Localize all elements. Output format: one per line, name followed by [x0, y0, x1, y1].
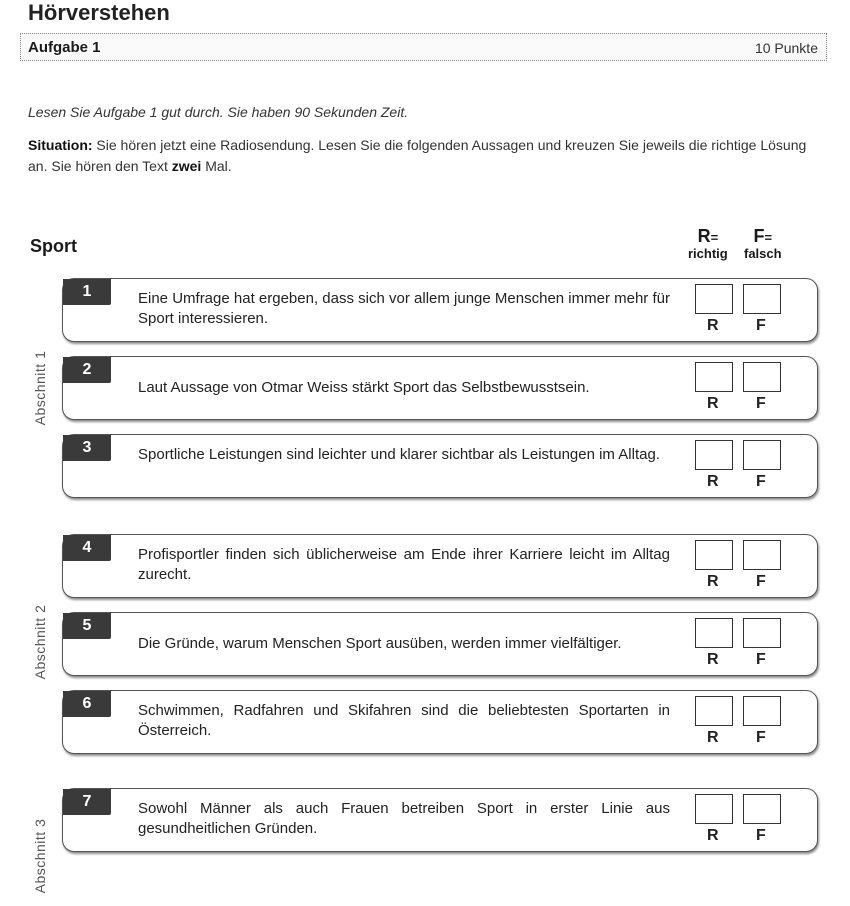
answer-checkbox-r[interactable] — [695, 540, 733, 570]
answer-checkbox-f[interactable] — [743, 362, 781, 392]
answer-label-r: R — [707, 573, 719, 590]
answer-checkbox-r[interactable] — [695, 794, 733, 824]
answer-label-r: R — [707, 317, 719, 334]
answer-label-f: F — [756, 473, 766, 490]
answer-label-r: R — [707, 395, 719, 412]
answer-label-f: F — [756, 317, 766, 334]
answer-label-f: F — [756, 651, 766, 668]
answer-label-r: R — [707, 651, 719, 668]
legend-richtig — [688, 228, 728, 262]
situation-label: Situation: — [28, 137, 93, 153]
legend-f-word: falsch — [744, 246, 782, 261]
situation-text — [28, 135, 828, 177]
legend-f-eq: = — [764, 230, 773, 245]
side-label-abschnitt-2: Abschnitt 2 — [32, 604, 48, 680]
task-header-bar — [20, 33, 827, 61]
question-number: 2 — [63, 357, 111, 383]
answer-checkbox-f[interactable] — [743, 284, 781, 314]
legend-r-eq: = — [710, 230, 719, 245]
question-number: 1 — [63, 279, 111, 305]
question-text: Eine Umfrage hat ergeben, dass sich vor allem junge Menschen immer mehr für Sport interessieren. — [138, 290, 670, 327]
answer-checkbox-f[interactable] — [743, 618, 781, 648]
question-text: Sportliche Leistungen sind leichter und klarer sichtbar als Leistungen im Alltag. — [138, 446, 660, 463]
situation-text-b: Mal. — [201, 158, 232, 174]
question-item-3 — [62, 434, 818, 498]
answer-checkbox-r[interactable] — [695, 440, 733, 470]
question-item-2 — [62, 356, 818, 420]
legend-f-letter: F — [753, 226, 765, 246]
question-item-5 — [62, 612, 818, 676]
answer-checkbox-f[interactable] — [743, 794, 781, 824]
page-title: Hörverstehen — [28, 0, 170, 25]
answer-label-f: F — [756, 827, 766, 844]
answer-label-r: R — [707, 729, 719, 746]
answer-label-f: F — [756, 729, 766, 746]
question-item-1 — [62, 278, 818, 342]
question-text: Schwimmen, Radfahren und Skifahren sind die beliebtesten Sportarten in Österreich. — [138, 702, 670, 739]
legend-falsch — [744, 228, 782, 262]
instruction-text: Lesen Sie Aufgabe 1 gut durch. Sie haben 90 Sekunden Zeit. — [28, 104, 409, 120]
question-number: 3 — [63, 435, 111, 461]
side-label-abschnitt-3: Abschnitt 3 — [32, 818, 48, 894]
answer-checkbox-r[interactable] — [695, 284, 733, 314]
task-label: Aufgabe 1 — [28, 39, 101, 56]
situation-emphasis: zwei — [171, 158, 202, 174]
legend-r-word: richtig — [688, 246, 728, 261]
answer-checkbox-f[interactable] — [743, 440, 781, 470]
side-label-abschnitt-1: Abschnitt 1 — [32, 350, 48, 426]
answer-label-f: F — [756, 395, 766, 412]
answer-checkbox-f[interactable] — [743, 540, 781, 570]
answer-checkbox-r[interactable] — [695, 696, 733, 726]
question-text: Die Gründe, warum Menschen Sport ausüben, werden immer vielfältiger. — [138, 635, 622, 652]
answer-label-f: F — [756, 573, 766, 590]
answer-checkbox-r[interactable] — [695, 618, 733, 648]
question-number: 5 — [63, 613, 111, 639]
section-title: Sport — [30, 236, 77, 256]
situation-text-a: Sie hören jetzt eine Radiosendung. Lesen Sie die folgenden Aussagen und kreuzen Sie jeweils die richtige Lösung an. Sie hören den Text — [28, 137, 807, 174]
legend-r-letter: R — [697, 226, 711, 246]
question-item-6 — [62, 690, 818, 754]
question-number: 6 — [63, 691, 111, 717]
question-text: Profisportler finden sich üblicherweise am Ende ihrer Karriere leicht im Alltag zurecht. — [138, 546, 670, 583]
answer-checkbox-r[interactable] — [695, 362, 733, 392]
answer-checkbox-f[interactable] — [743, 696, 781, 726]
question-item-7 — [62, 788, 818, 852]
question-number: 4 — [63, 535, 111, 561]
question-text: Sowohl Männer als auch Frauen betreiben Sport in erster Linie aus gesundheitlichen Gründen. — [138, 800, 670, 837]
question-text: Laut Aussage von Otmar Weiss stärkt Sport das Selbstbewusstsein. — [138, 379, 590, 396]
answer-label-r: R — [707, 473, 719, 490]
question-number: 7 — [63, 789, 111, 815]
answer-label-r: R — [707, 827, 719, 844]
question-item-4 — [62, 534, 818, 598]
task-points: 10 Punkte — [754, 40, 818, 56]
